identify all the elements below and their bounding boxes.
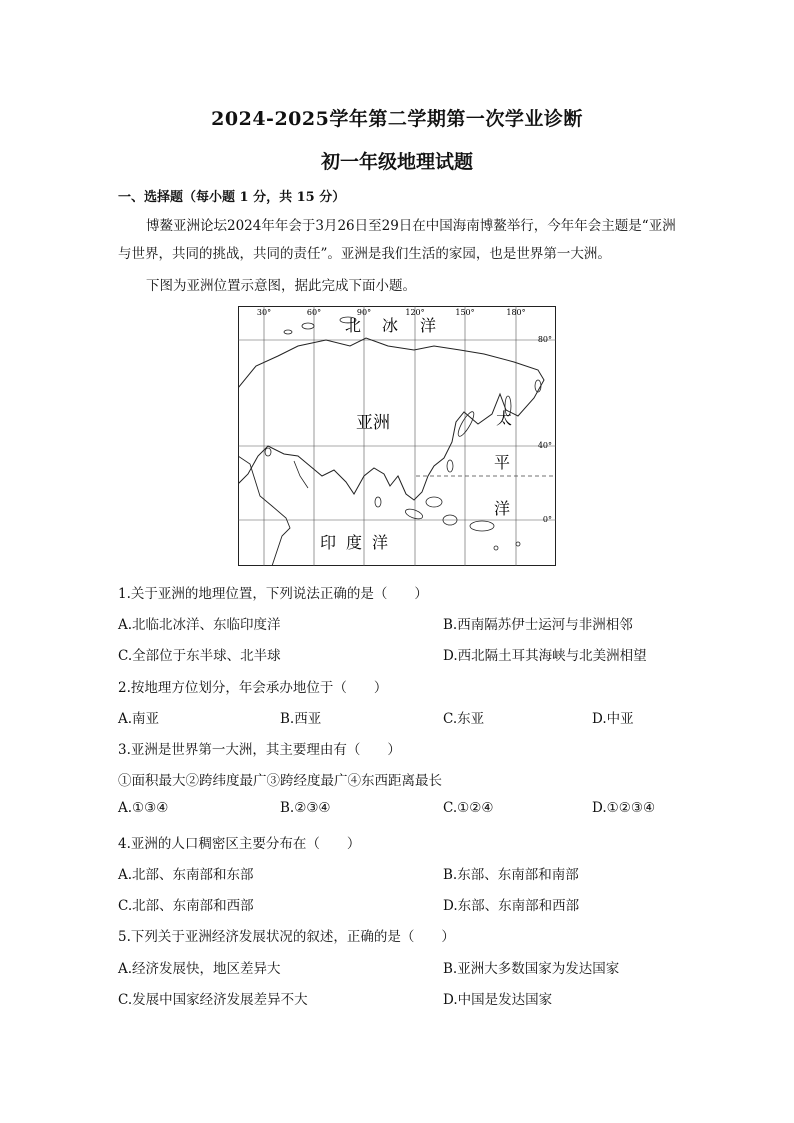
- option-b[interactable]: B.东部、东南部和南部: [443, 867, 579, 883]
- map-instruction: 下图为亚洲位置示意图，据此完成下面小题。: [146, 278, 416, 294]
- arctic-ocean-label: 洋: [419, 316, 437, 335]
- indian-ocean-label: 度: [345, 533, 363, 552]
- exam-title: 2024-2025学年第二学期第一次学业诊断: [211, 108, 583, 130]
- pacific-ocean-label: 洋: [493, 499, 511, 518]
- question-statements: ①面积最大②跨纬度最广③跨经度最广④东西距离最长: [118, 773, 442, 789]
- option-b[interactable]: B.西亚: [280, 711, 322, 727]
- asia-label: 亚洲: [356, 413, 390, 433]
- lon-label-30: 30°: [256, 308, 272, 317]
- lat-label-0: 0°: [542, 515, 552, 524]
- indian-ocean-label: 印: [319, 533, 337, 552]
- question-stem: 5.下列关于亚洲经济发展状况的叙述，正确的是（ ）: [118, 929, 455, 945]
- option-a[interactable]: A.北临北冰洋、东临印度洋: [118, 617, 281, 633]
- option-b[interactable]: B.②③④: [280, 800, 331, 816]
- indian-ocean-label: 洋: [371, 533, 389, 552]
- lat-label-80: 80°: [537, 335, 552, 344]
- pacific-ocean-label: 太: [495, 409, 513, 428]
- option-c[interactable]: C.①②④: [443, 800, 494, 816]
- lon-label-90: 90°: [356, 308, 372, 317]
- option-b[interactable]: B.西南隔苏伊士运河与非洲相邻: [443, 617, 633, 633]
- arctic-ocean-label: 北: [344, 316, 362, 335]
- option-a[interactable]: A.经济发展快，地区差异大: [118, 961, 281, 977]
- option-d[interactable]: D.①②③④: [592, 800, 656, 816]
- option-d[interactable]: D.西北隔土耳其海峡与北美洲相望: [443, 648, 647, 664]
- question-stem: 3.亚洲是世界第一大洲，其主要理由有（ ）: [118, 742, 401, 758]
- option-a[interactable]: A.①③④: [118, 800, 169, 816]
- option-b[interactable]: B.亚洲大多数国家为发达国家: [443, 961, 620, 977]
- question-stem: 4.亚洲的人口稠密区主要分布在（ ）: [118, 836, 361, 852]
- lon-label-150: 150°: [455, 308, 475, 317]
- exam-subtitle: 初一年级地理试题: [320, 151, 473, 173]
- option-d[interactable]: D.东部、东南部和西部: [443, 898, 580, 914]
- intro-paragraph: 博鳌亚洲论坛2024年年会于3月26日至29日在中国海南博鳌举行，今年年会主题是“亚洲与世界，共同的挑战，共同的责任”。亚洲是我们生活的家园，也是世界第一大洲。: [118, 218, 676, 262]
- option-c[interactable]: C.东亚: [443, 711, 485, 727]
- pacific-ocean-label: 平: [493, 453, 511, 472]
- lon-label-60: 60°: [306, 308, 322, 317]
- lon-label-180: 180°: [506, 308, 526, 317]
- arctic-ocean-label: 冰: [381, 316, 399, 335]
- option-a[interactable]: A.南亚: [118, 711, 160, 727]
- option-d[interactable]: D.中亚: [592, 711, 634, 727]
- option-d[interactable]: D.中国是发达国家: [443, 992, 553, 1008]
- section-heading: 一、选择题（每小题 1 分，共 15 分）: [118, 190, 346, 205]
- option-c[interactable]: C.北部、东南部和西部: [118, 898, 254, 914]
- lat-label-40: 40°: [537, 441, 552, 450]
- question-stem: 2.按地理方位划分，年会承办地位于（ ）: [118, 680, 388, 696]
- option-c[interactable]: C.发展中国家经济发展差异不大: [118, 992, 308, 1008]
- option-a[interactable]: A.北部、东南部和东部: [118, 867, 254, 883]
- option-c[interactable]: C.全部位于东半球、北半球: [118, 648, 281, 664]
- asia-location-map: [238, 306, 556, 566]
- question-stem: 1.关于亚洲的地理位置，下列说法正确的是（ ）: [118, 586, 428, 602]
- lon-label-120: 120°: [405, 308, 425, 317]
